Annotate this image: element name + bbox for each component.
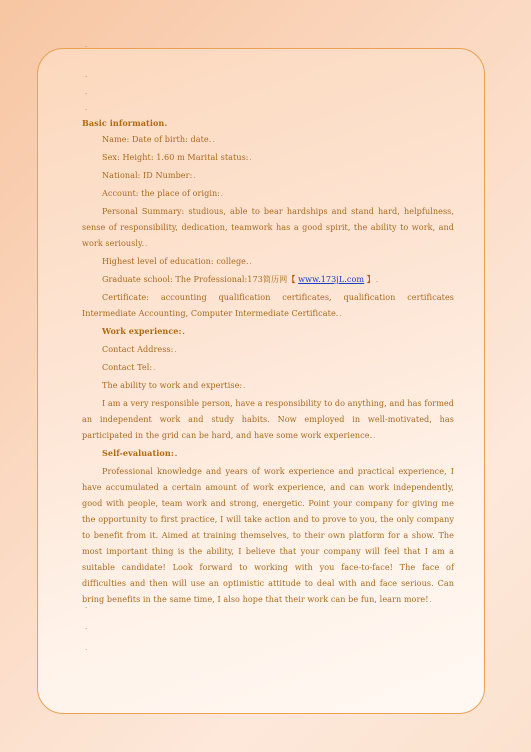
paragraph-mark: . — [85, 88, 88, 96]
paragraph-mark: . — [85, 104, 88, 112]
paragraph-mark: . — [85, 41, 88, 49]
graduate-school-line: Graduate school: The Professional:173简历网【 www.173jL.com 】. — [102, 274, 378, 284]
self-evaluation-paragraph: Professional knowledge and years of work experience and practical experience, I have accumulated a certain amount of work experience, and can work independently, good with people, team work and strong, energetic. Point your company for giving me the opportunity to first practice, I will take action and to prove to you, the only company to benefit from it. Aimed at training themselves, to their own platform for a show. The most important thing is the ability, I believe that your company will feel that I am a suitable candidate! Look forward to working with you face-to-face! The face of difficulties and then will use an optimistic attitude to deal with and face serious. Can bring benefits in the same time, I also hope that their work can be fun, learn more!. — [82, 466, 454, 604]
paragraph-mark: . — [85, 644, 88, 652]
resume-content — [82, 115, 454, 609]
self-evaluation-heading: Self-evaluation:. — [102, 448, 178, 458]
education-line: Highest level of education: college.. — [102, 256, 252, 266]
work-experience-paragraph: I am a very responsible person, have a responsibility to do anything, and has formed an independent work and study habits. Now employed in well-motivated, has participated in the grid can be hard, and have some work experience.. — [82, 398, 455, 440]
paragraph-mark: . — [85, 602, 88, 610]
site-link[interactable]: www.173jL.com — [298, 274, 365, 284]
name-line: Name: Date of birth: date.. — [102, 134, 215, 144]
contact-tel-line: Contact Tel:. — [102, 362, 156, 372]
national-id-line: National: ID Number:. — [102, 170, 196, 180]
contact-address-line: Contact Address:. — [102, 344, 177, 354]
certificate-paragraph: Certificate: accounting qualification certificates, qualification certificates Intermediate Accounting, Computer Intermediate Certificate.. — [82, 292, 454, 318]
ability-expertise-line: The ability to work and expertise:. — [102, 380, 246, 390]
basic-information-heading: Basic information. — [82, 118, 168, 128]
paragraph-mark: . — [85, 71, 88, 79]
personal-summary: Personal Summary: studious, able to bear hardships and stand hard, helpfulness, sense of responsibility, dedication, teamwork has a good spirit, the ability to work, and work seriously.. — [82, 206, 454, 248]
account-origin-line: Account: the place of origin:. — [102, 188, 223, 198]
work-experience-heading: Work experience:. — [102, 326, 185, 336]
sex-height-line: Sex: Height: 1.60 m Marital status:. — [102, 152, 252, 162]
paragraph-mark: . — [85, 623, 88, 631]
